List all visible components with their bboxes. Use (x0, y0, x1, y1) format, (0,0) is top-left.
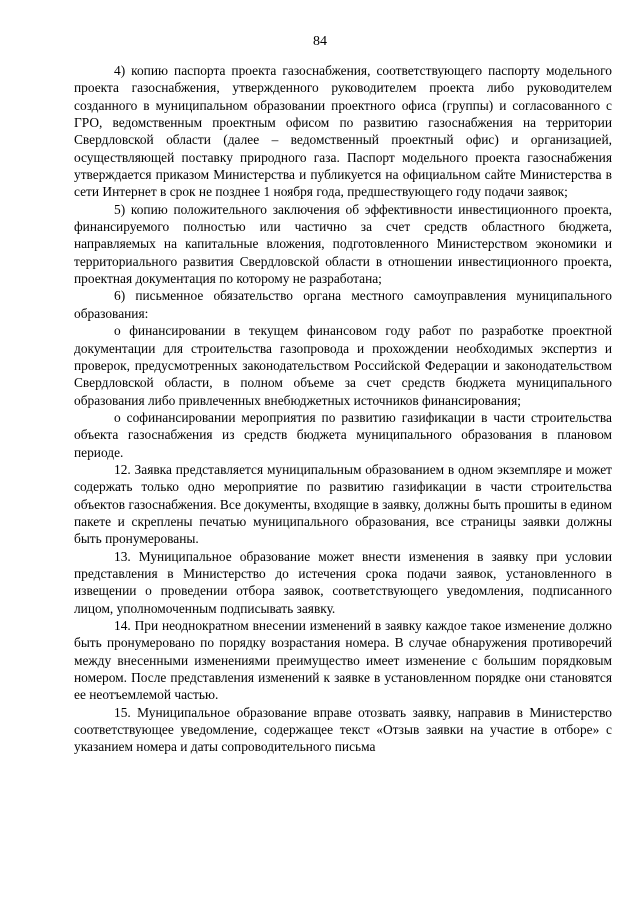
paragraph-clause-13: 13. Муниципальное образование может внести изменения в заявку при условии представления в Министерство до истечения срока подачи заявок, установленного в извещении о проведении отбора заявок, соответствующего уведомления, подписанного лицом, уполномоченным подписывать заявку. (74, 548, 612, 616)
document-body (74, 62, 612, 756)
paragraph-item-4: 4) копию паспорта проекта газоснабжения, соответствующего паспорту модельного проекта газоснабжения, утвержденного руководителем проекта либо руководителем созданного в муниципальном образовании проектного офиса (группы) и согласованного с ГРО, ведомственным проектным офисом по развитию газоснабжения на территории Свердловской области (далее – ведомственный проектный офис) и организацией, осуществляющей поставку природного газа. Паспорт модельного проекта газоснабжения утверждается приказом Министерства и публикуется на официальном сайте Министерства в сети Интернет в срок не позднее 1 ноября года, предшествующего году подачи заявок; (74, 63, 612, 200)
paragraph-cofinancing: о софинансировании мероприятия по развитию газификации в части строительства объекта газоснабжения из средств бюджета муниципального образования в плановом периоде. (74, 409, 612, 460)
paragraph-financing: о финансировании в текущем финансовом году работ по разработке проектной документации для строительства газопровода и прохождении необходимых экспертиз и проверок, предусмотренных законодательством Российской Федерации и законодательством Свердловской области, в полном объеме за счет средств бюджета муниципального образования либо привлеченных внебюджетных источников финансирования; (74, 323, 612, 408)
paragraph-clause-15: 15. Муниципальное образование вправе отозвать заявку, направив в Министерство соответствующее уведомление, содержащее текст «Отзыв заявки на участие в отборе» с указанием номера и даты сопроводительного письма (74, 704, 612, 755)
page-number: 84 (313, 34, 327, 49)
paragraph-clause-14: 14. При неоднократном внесении изменений в заявку каждое такое изменение должно быть пронумеровано по порядку возрастания номера. В случае обнаружения противоречий между внесенными изменениями преимущество имеет изменение с большим порядковым номером. После представления изменений к заявке в установленном порядке они становятся ее неотъемлемой частью. (74, 618, 612, 703)
paragraph-item-5: 5) копию положительного заключения об эффективности инвестиционного проекта, финансируемого полностью или частично за счет средств областного бюджета, направляемых на капитальные вложения, подготовленного Министерством экономики и территориального развития Свердловской области в отношении инвестиционного проекта, проектная документация по которому не разработана; (74, 201, 612, 287)
paragraph-item-6: 6) письменное обязательство органа местного самоуправления муниципального образования: (74, 288, 612, 321)
paragraph-clause-12: 12. Заявка представляется муниципальным образованием в одном экземпляре и может содержать только одно мероприятие по развитию газификации в части строительства объектов газоснабжения. Все документы, входящие в заявку, должны быть прошиты в едином пакете и скреплены печатью муниципального образования, все страницы заявки должны быть пронумерованы. (74, 461, 612, 547)
